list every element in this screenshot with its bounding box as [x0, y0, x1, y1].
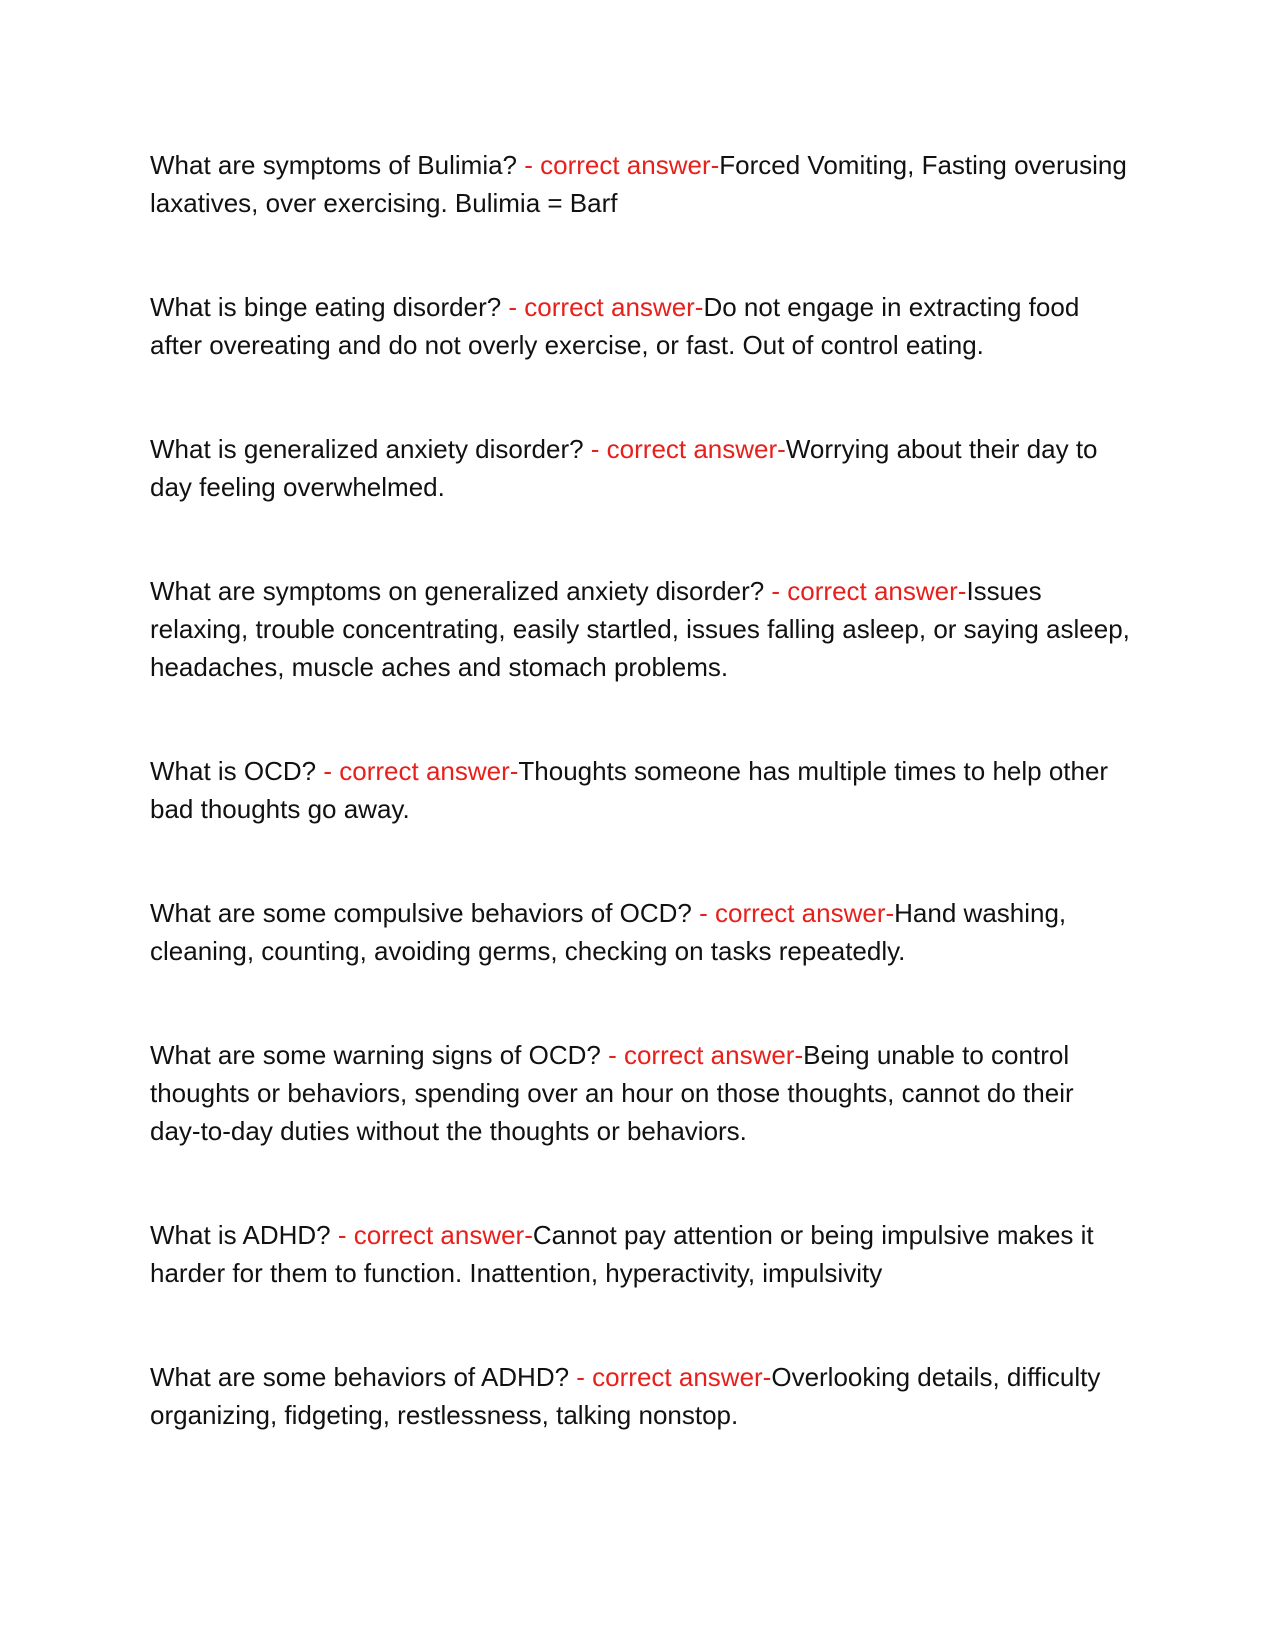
answer-text: Thoughts someone has multiple times to help other bad thoughts go away. [150, 756, 1109, 824]
qa-item [150, 1036, 1130, 1150]
question-text: What are some warning signs of OCD? [150, 1040, 601, 1070]
qa-item [150, 752, 1130, 828]
answer-separator: - correct answer- [600, 1040, 804, 1070]
question-text: What are some compulsive behaviors of OCD? [150, 898, 692, 928]
qa-item [150, 430, 1130, 506]
answer-text: Being unable to control thoughts or behaviors, spending over an hour on those thoughts, cannot do their day-to-day duties without the thoughts or behaviors. [150, 1040, 1074, 1146]
question-text: What are symptoms of Bulimia? [150, 150, 518, 180]
answer-text: Do not engage in extracting food after overeating and do not overly exercise, or fast. Out of control eating. [150, 292, 1080, 360]
answer-text: Cannot pay attention or being impulsive makes it harder for them to function. Inattention, hyperactivity, impulsivity [150, 1220, 1094, 1288]
answer-separator: - correct answer- [517, 150, 720, 180]
answer-separator: - correct answer- [316, 756, 519, 786]
answer-text: Worrying about their day to day feeling overwhelmed. [150, 434, 1098, 502]
qa-item [150, 1358, 1130, 1434]
answer-separator: - correct answer- [569, 1362, 772, 1392]
question-text: What are some behaviors of ADHD? [150, 1362, 570, 1392]
qa-item [150, 1216, 1130, 1292]
answer-separator: - correct answer- [330, 1220, 533, 1250]
question-text: What is binge eating disorder? [150, 292, 502, 322]
qa-item [150, 146, 1130, 222]
answer-separator: - correct answer- [501, 292, 704, 322]
question-text: What are symptoms on generalized anxiety disorder? [150, 576, 765, 606]
answer-separator: - correct answer- [583, 434, 786, 464]
answer-text: Forced Vomiting, Fasting overusing laxatives, over exercising. Bulimia = Barf [150, 150, 1127, 218]
answer-text: Issues relaxing, trouble concentrating, easily startled, issues falling asleep, or saying asleep, headaches, muscle aches and stomach problems. [150, 576, 1130, 682]
question-text: What is OCD? [150, 756, 317, 786]
qa-item [150, 572, 1130, 686]
question-text: What is generalized anxiety disorder? [150, 434, 584, 464]
qa-item [150, 894, 1130, 970]
qa-item [150, 288, 1130, 364]
answer-separator: - correct answer- [764, 576, 967, 606]
question-text: What is ADHD? [150, 1220, 331, 1250]
answer-separator: - correct answer- [691, 898, 895, 928]
answer-text: Hand washing, cleaning, counting, avoiding germs, checking on tasks repeatedly. [150, 898, 1067, 966]
answer-text: Overlooking details, difficulty organizing, fidgeting, restlessness, talking nonstop. [150, 1362, 1101, 1430]
